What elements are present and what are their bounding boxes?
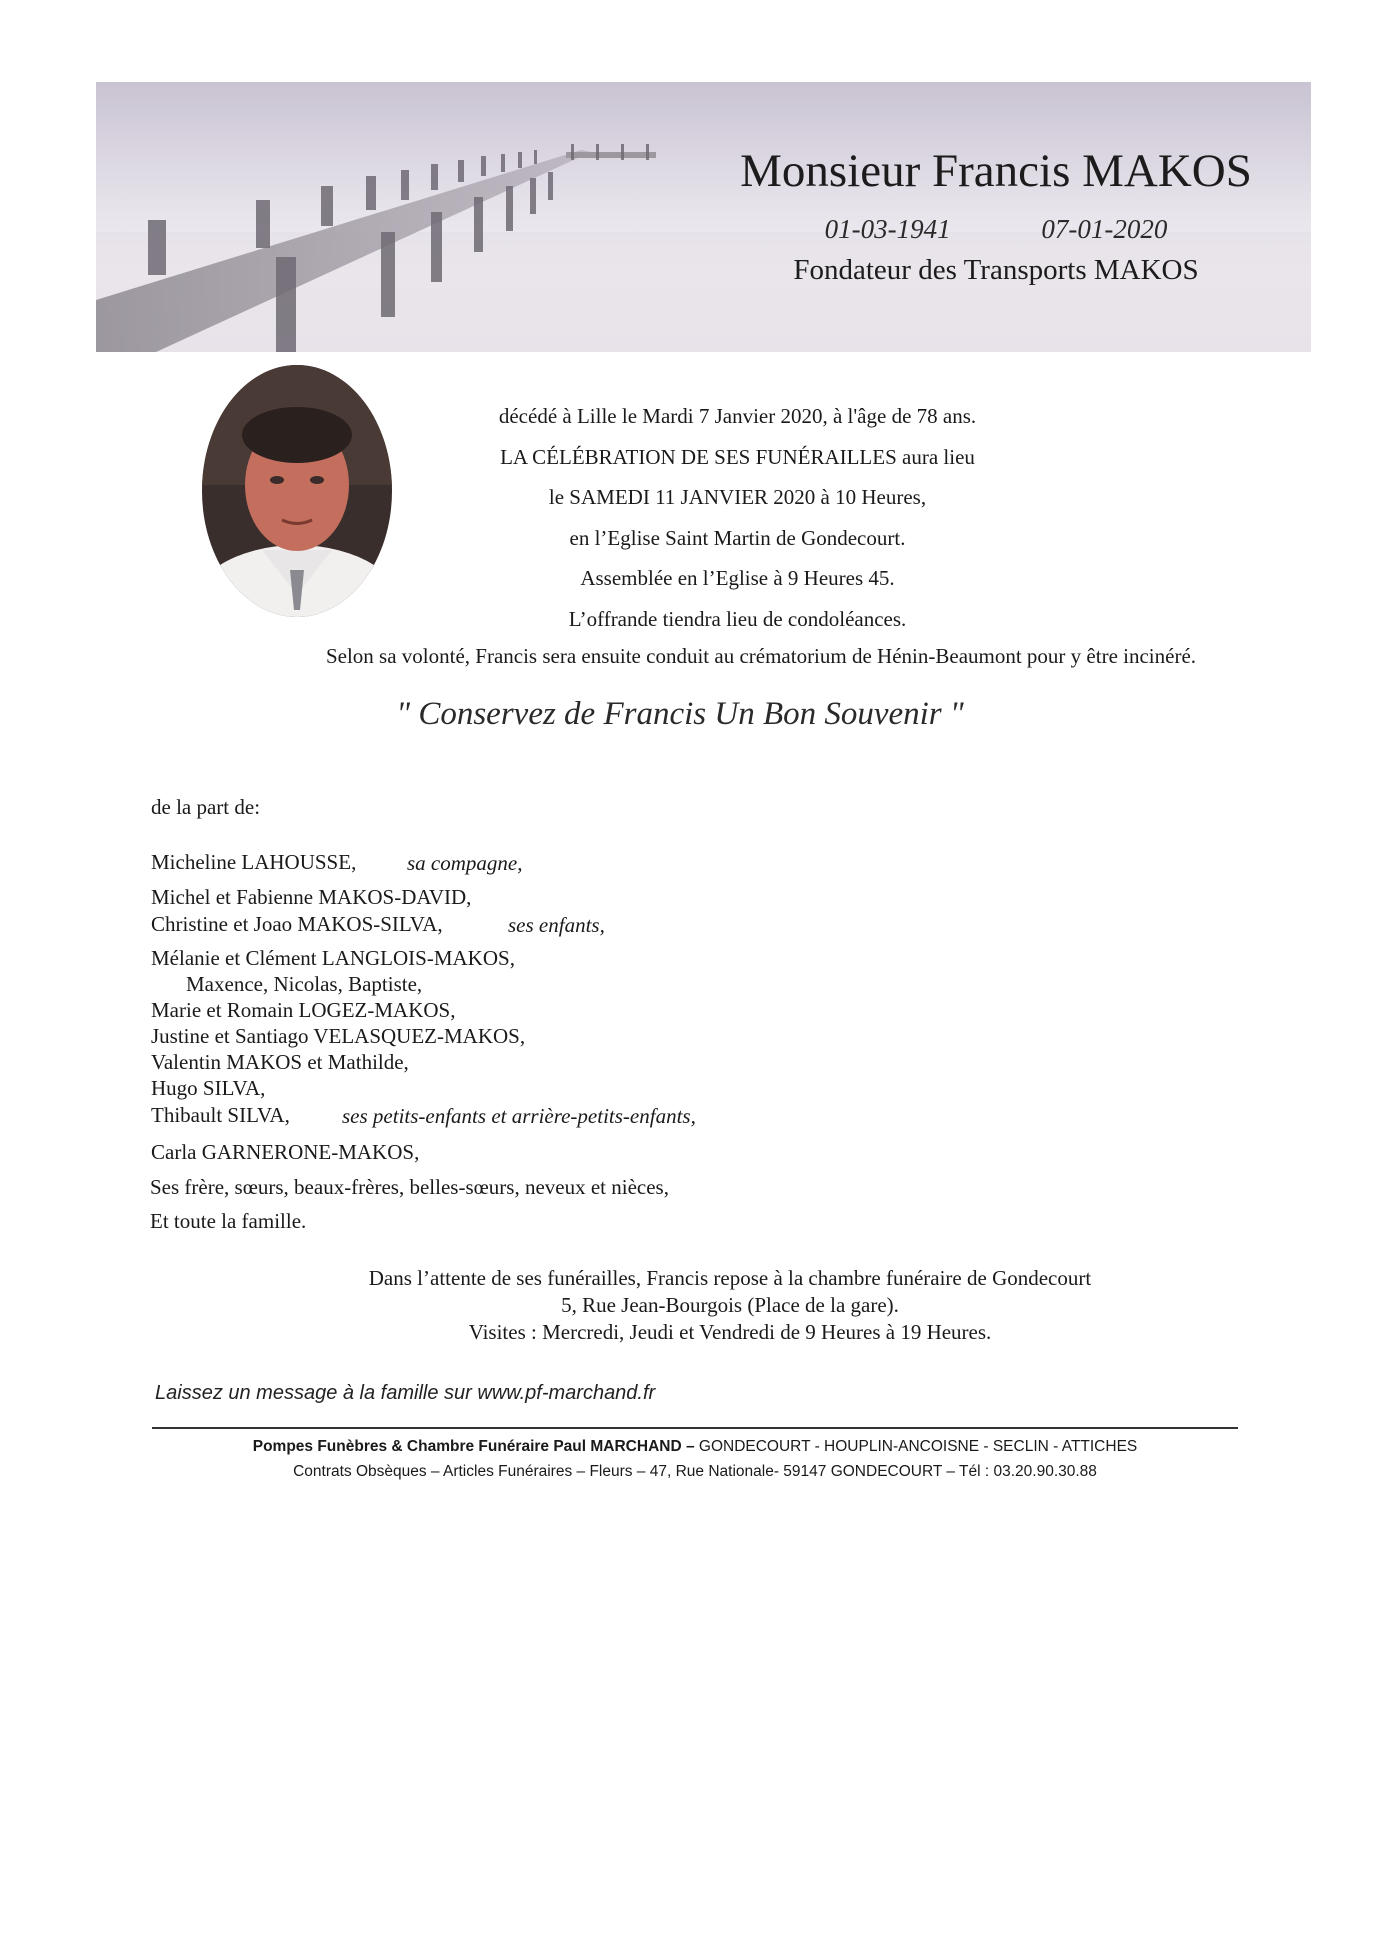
repose-line: Dans l’attente de ses funérailles, Francis repose à la chambre funéraire de Gondecourt xyxy=(368,1266,1092,1290)
announcement-line: le SAMEDI 11 JANVIER 2020 à 10 Heures, xyxy=(548,485,927,509)
funeral-announcement xyxy=(400,396,1075,639)
online-message-note: Laissez un message à la famille sur www.pf-marchand.fr xyxy=(155,1382,656,1404)
funeral-home-info xyxy=(300,1265,1160,1346)
family-member: Christine et Joao MAKOS-SILVA, xyxy=(151,912,443,936)
company-locations: GONDECOURT - HOUPLIN-ANCOISNE - SECLIN - ATTICHES xyxy=(694,1438,1138,1455)
from-label: de la part de: xyxy=(151,795,261,819)
portrait-photo xyxy=(202,365,392,617)
footer-divider xyxy=(152,1427,1238,1429)
deceased-subtitle: Fondateur des Transports MAKOS xyxy=(793,254,1199,286)
company-name: Pompes Funèbres & Chambre Funéraire Paul MARCHAND – xyxy=(252,1438,695,1455)
deceased-name-title: Monsieur Francis MAKOS xyxy=(740,145,1252,197)
life-dates xyxy=(696,214,1296,245)
family-member: Maxence, Nicolas, Baptiste, xyxy=(186,972,423,996)
visits-line: Visites : Mercredi, Jeudi et Vendredi de 9 Heures à 19 Heures. xyxy=(468,1320,992,1344)
family-member: Thibault SILVA, xyxy=(151,1103,290,1127)
family-member: Michel et Fabienne MAKOS-DAVID, xyxy=(151,885,472,909)
footer-company-line xyxy=(150,1438,1240,1456)
family-member: Micheline LAHOUSSE, xyxy=(151,850,357,874)
family-member: Ses frère, sœurs, beaux-frères, belles-sœurs, neveux et nièces, xyxy=(150,1175,669,1199)
memorial-quote: " Conservez de Francis Un Bon Souvenir " xyxy=(396,696,964,732)
header-banner xyxy=(96,82,1311,352)
birth-date: 01-03-1941 xyxy=(824,214,951,244)
family-member: Mélanie et Clément LANGLOIS-MAKOS, xyxy=(151,946,515,970)
family-member: Justine et Santiago VELASQUEZ-MAKOS, xyxy=(151,1024,526,1048)
family-relation: sa compagne, xyxy=(407,851,523,875)
death-date: 07-01-2020 xyxy=(1041,214,1168,244)
family-member: Carla GARNERONE-MAKOS, xyxy=(151,1140,420,1164)
announcement-line: Assemblée en l’Eglise à 9 Heures 45. xyxy=(580,566,895,590)
family-member: Valentin MAKOS et Mathilde, xyxy=(151,1050,409,1074)
family-member: Et toute la famille. xyxy=(150,1209,307,1233)
family-member: Hugo SILVA, xyxy=(151,1076,266,1100)
cremation-wish: Selon sa volonté, Francis sera ensuite conduit au crématorium de Hénin-Beaumont pour y être incinéré. xyxy=(325,644,1197,668)
footer-contact-line: Contrats Obsèques – Articles Funéraires – Fleurs – 47, Rue Nationale- 59147 GONDECOURT – Tél : 03.20.90.30.88 xyxy=(293,1463,1097,1480)
family-relation: ses enfants, xyxy=(508,913,605,937)
announcement-line: LA CÉLÉBRATION DE SES FUNÉRAILLES aura lieu xyxy=(500,444,975,469)
address-line: 5, Rue Jean-Bourgois (Place de la gare). xyxy=(561,1293,899,1317)
announcement-line: décédé à Lille le Mardi 7 Janvier 2020, à l'âge de 78 ans. xyxy=(498,404,977,428)
announcement-line: en l’Eglise Saint Martin de Gondecourt. xyxy=(569,525,906,550)
family-relation: ses petits-enfants et arrière-petits-enfants, xyxy=(342,1104,696,1128)
announcement-line: L’offrande tiendra lieu de condoléances. xyxy=(568,606,907,631)
family-member: Marie et Romain LOGEZ-MAKOS, xyxy=(151,998,456,1022)
